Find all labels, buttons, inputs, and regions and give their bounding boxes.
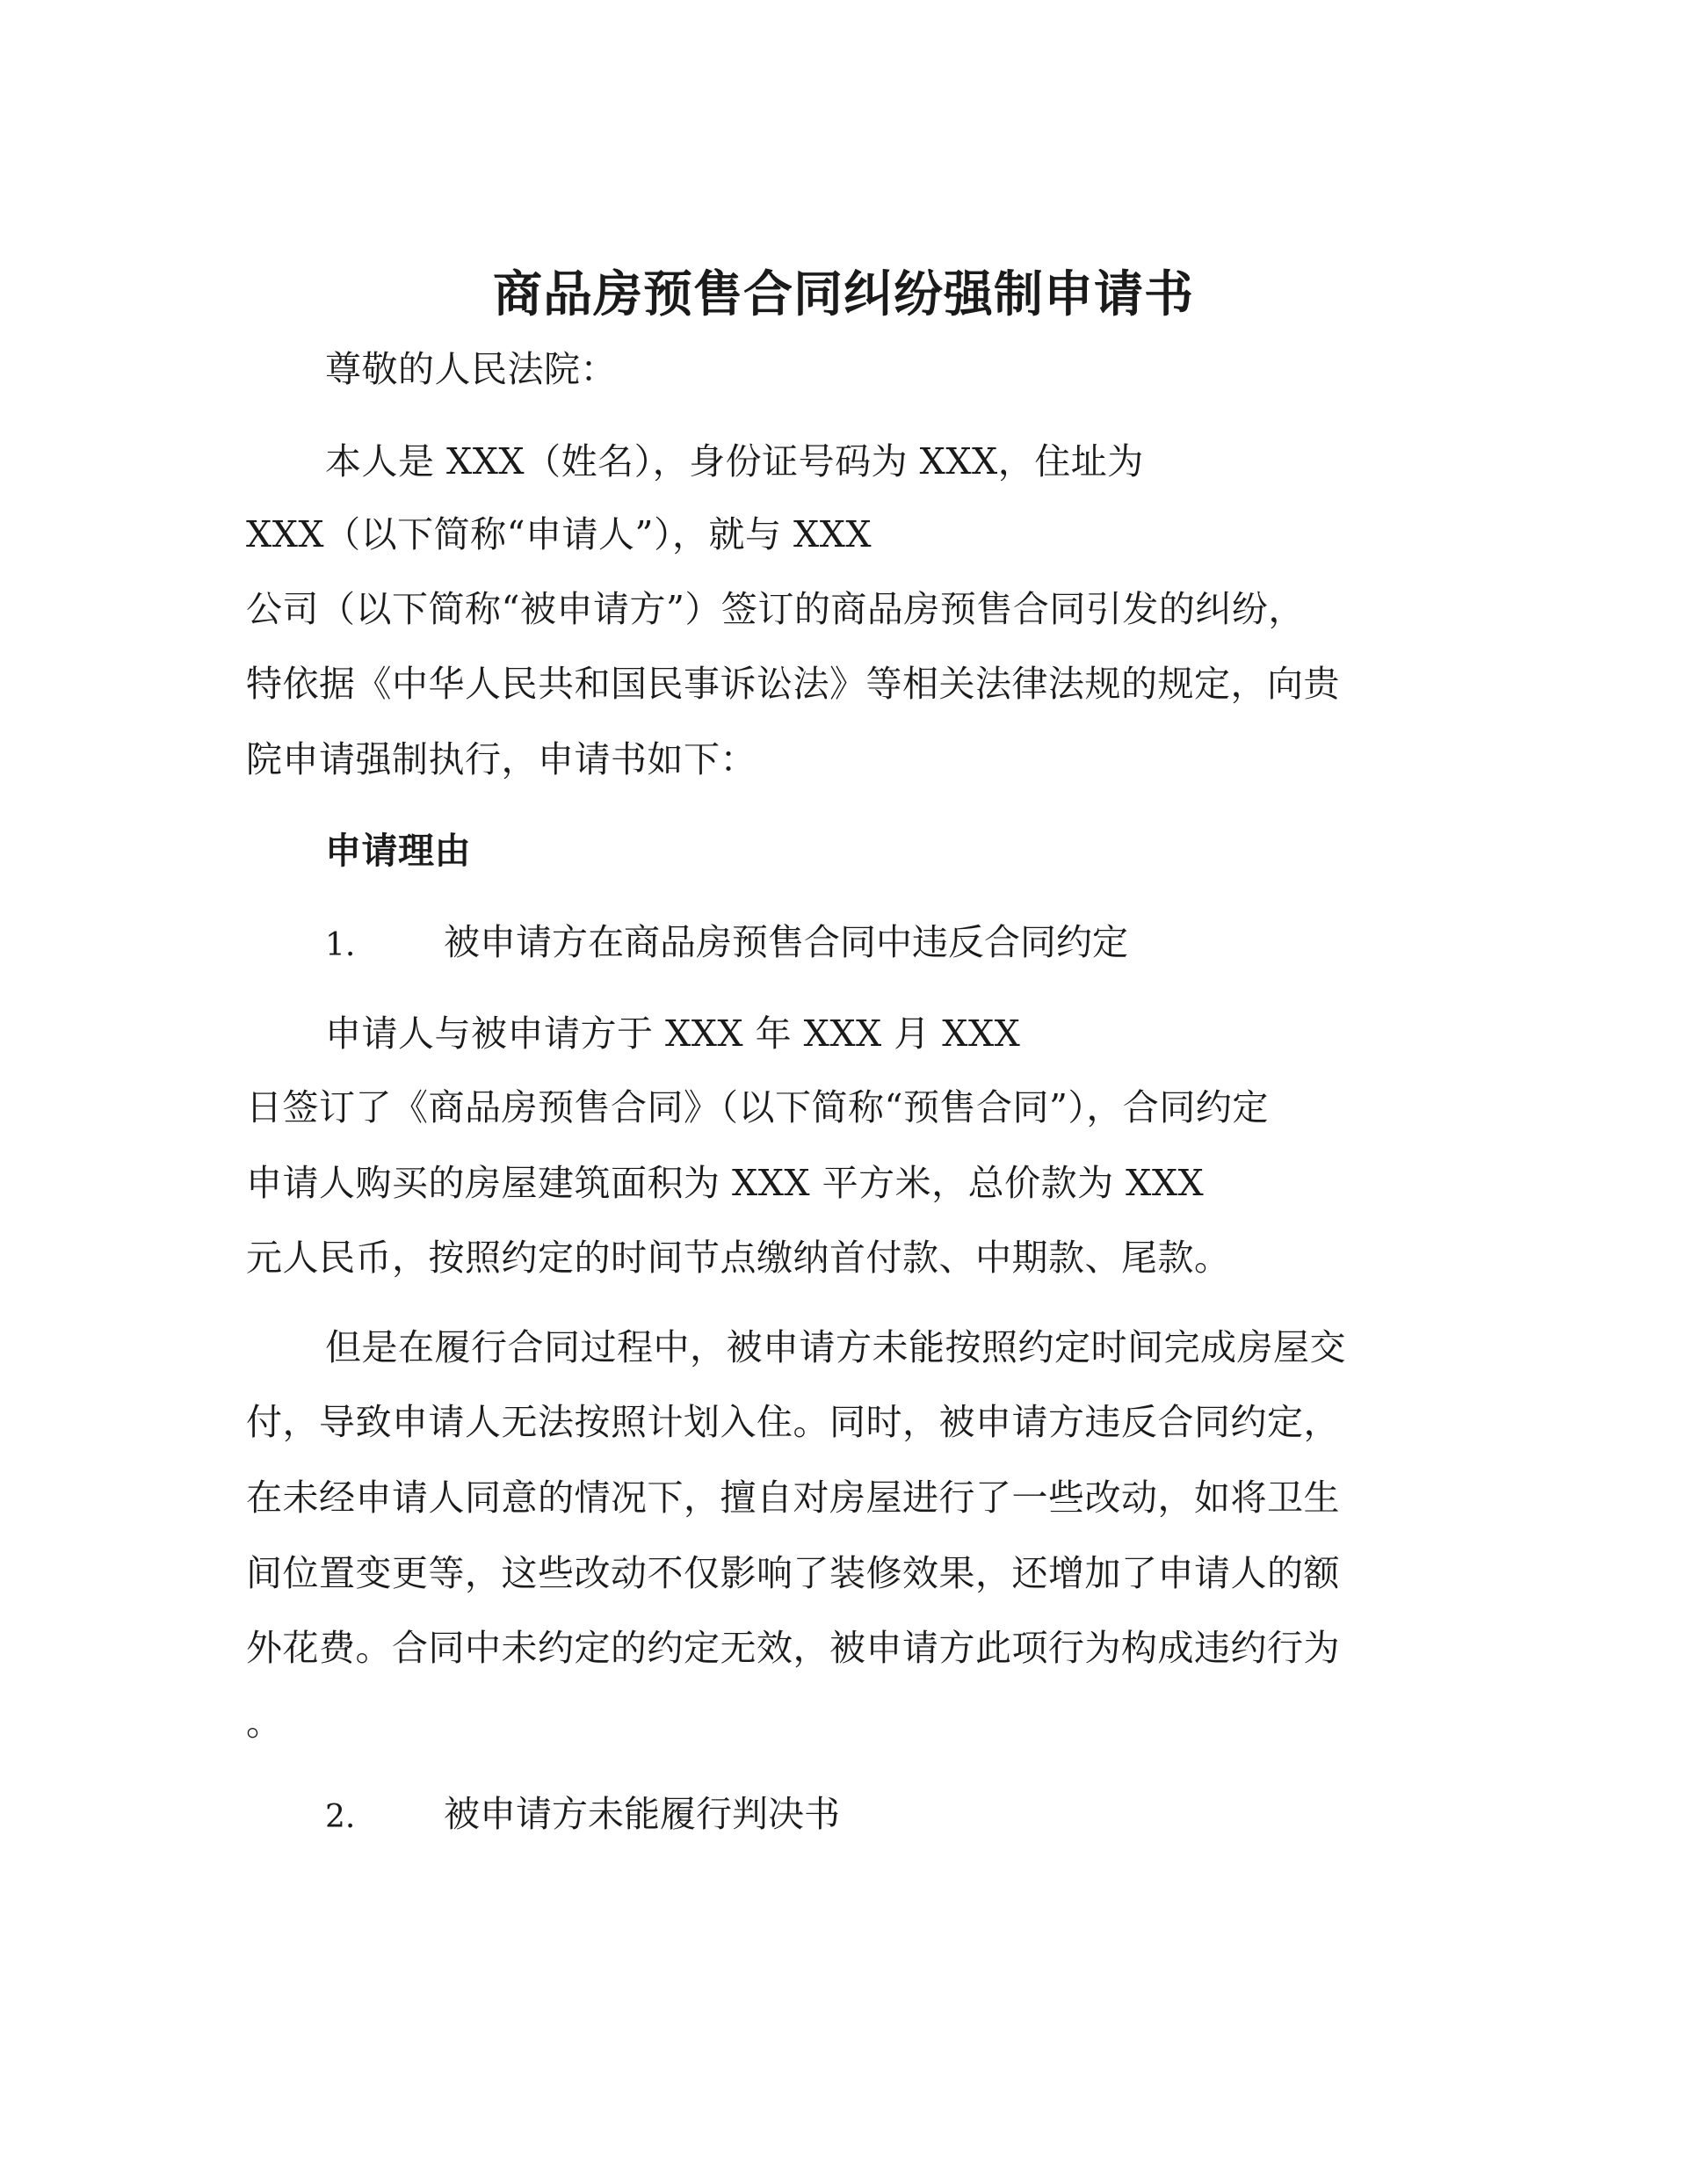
para-2-line-1: 但是在履行合同过程中，被申请方未能按照约定时间完成房屋交 bbox=[325, 1326, 1346, 1368]
document-title: 商品房预售合同纠纷强制申请书 bbox=[493, 265, 1194, 323]
para-1-line-1: 申请人与被申请方于 XXX 年 XXX 月 XXX bbox=[325, 1012, 1021, 1055]
intro-line-1: 本人是 XXX（姓名），身份证号码为 XXX，住址为 bbox=[325, 440, 1144, 483]
para-1-line-4: 元人民币，按照约定的时间节点缴纳首付款、中期款、尾款。 bbox=[246, 1237, 1231, 1279]
para-2-line-6: 。 bbox=[246, 1701, 283, 1744]
item-1-number: 1. bbox=[325, 927, 356, 963]
section-heading: 申请理由 bbox=[325, 830, 471, 872]
para-2-line-3: 在未经申请人同意的情况下，擅自对房屋进行了一些改动，如将卫生 bbox=[246, 1477, 1340, 1519]
para-2-line-4: 间位置变更等，这些改动不仅影响了装修效果，还增加了申请人的额 bbox=[246, 1552, 1340, 1594]
salutation: 尊敬的人民法院： bbox=[325, 348, 617, 390]
item-2-text: 被申请方未能履行判决书 bbox=[444, 1793, 840, 1835]
item-1-text: 被申请方在商品房预售合同中违反合同约定 bbox=[444, 921, 1128, 963]
intro-line-4: 特依据《中华人民共和国民事诉讼法》等相关法律法规的规定，向贵 bbox=[246, 663, 1340, 705]
intro-line-3: 公司（以下简称“被申请方”）签订的商品房预售合同引发的纠纷， bbox=[246, 588, 1305, 630]
para-1-line-3: 申请人购买的房屋建筑面积为 XXX 平方米，总价款为 XXX bbox=[246, 1162, 1205, 1204]
para-2-line-2: 付，导致申请人无法按照计划入住。同时，被申请方违反合同约定， bbox=[246, 1401, 1340, 1443]
intro-line-5: 院申请强制执行，申请书如下： bbox=[246, 738, 757, 780]
item-2-number: 2. bbox=[325, 1799, 356, 1835]
para-2-line-5: 外花费。合同中未约定的约定无效，被申请方此项行为构成违约行为 bbox=[246, 1627, 1340, 1669]
para-1-line-2: 日签订了《商品房预售合同》（以下简称“预售合同”），合同约定 bbox=[246, 1086, 1269, 1128]
intro-line-2: XXX（以下简称“申请人”），就与 XXX bbox=[246, 513, 872, 555]
